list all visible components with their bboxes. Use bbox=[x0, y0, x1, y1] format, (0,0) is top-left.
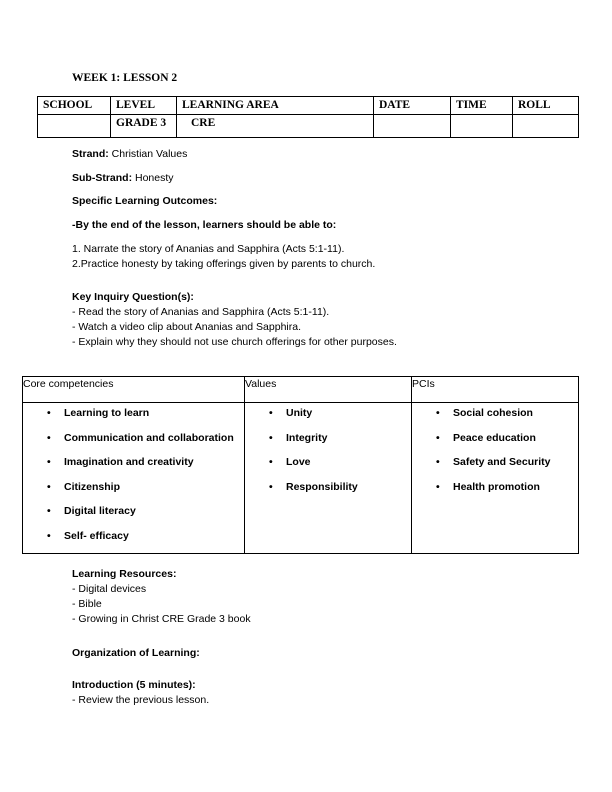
inquiry-item: - Watch a video clip about Ananias and Sapphira. bbox=[72, 321, 302, 333]
list-item: • Learning to learn bbox=[23, 406, 244, 431]
list-item: • Communication and collaboration bbox=[23, 431, 244, 456]
col-level: LEVEL bbox=[111, 97, 177, 115]
inquiry-item: - Read the story of Ananias and Sapphira (Acts 5:1-11). bbox=[72, 306, 330, 318]
core-competencies-cell bbox=[23, 403, 245, 554]
col-roll: ROLL bbox=[513, 97, 579, 115]
list-item: • Digital literacy bbox=[23, 504, 244, 529]
sub-strand-line bbox=[72, 171, 174, 186]
pcis-list bbox=[412, 403, 578, 504]
learning-area-value: CRE bbox=[177, 115, 374, 138]
resources-list bbox=[72, 582, 251, 627]
list-item: • Love bbox=[245, 455, 411, 480]
strand-value: Christian Values bbox=[108, 148, 188, 160]
resources-heading: Learning Resources: bbox=[72, 568, 177, 580]
lesson-header-table bbox=[37, 96, 579, 138]
values-cell bbox=[245, 403, 412, 554]
sub-strand-value: Honesty bbox=[132, 172, 174, 184]
list-item: • Safety and Security bbox=[412, 455, 578, 480]
values-header: Values bbox=[245, 377, 412, 403]
competencies-body-row bbox=[23, 403, 579, 554]
core-competencies-header: Core competencies bbox=[23, 377, 245, 403]
pcis-header: PCIs bbox=[412, 377, 579, 403]
core-competencies-list bbox=[23, 403, 244, 553]
col-school: SCHOOL bbox=[38, 97, 111, 115]
inquiry-item: - Explain why they should not use church offerings for other purposes. bbox=[72, 336, 397, 348]
resource-item: - Digital devices bbox=[72, 583, 147, 595]
list-item: • Integrity bbox=[245, 431, 411, 456]
introduction-heading: Introduction (5 minutes): bbox=[72, 679, 196, 691]
list-item: • Health promotion bbox=[412, 480, 578, 505]
strand-label: Strand: bbox=[72, 148, 109, 160]
lesson-heading: WEEK 1: LESSON 2 bbox=[72, 72, 178, 84]
introduction-list bbox=[72, 693, 209, 708]
list-item: • Unity bbox=[245, 406, 411, 431]
resource-item: - Bible bbox=[72, 598, 102, 610]
header-values-row bbox=[38, 115, 579, 138]
roll-value bbox=[513, 115, 579, 138]
resource-item: - Growing in Christ CRE Grade 3 book bbox=[72, 613, 251, 625]
list-item: • Citizenship bbox=[23, 480, 244, 505]
col-date: DATE bbox=[374, 97, 451, 115]
col-learning-area: LEARNING AREA bbox=[177, 97, 374, 115]
sub-strand-label: Sub-Strand: bbox=[72, 172, 133, 184]
list-item: • Responsibility bbox=[245, 480, 411, 505]
outcomes-intro: -By the end of the lesson, learners should be able to: bbox=[72, 219, 337, 231]
introduction-item: - Review the previous lesson. bbox=[72, 694, 210, 706]
pcis-cell bbox=[412, 403, 579, 554]
outcome-item: 2.Practice honesty by taking offerings given by parents to church. bbox=[72, 258, 376, 270]
date-value bbox=[374, 115, 451, 138]
header-row bbox=[38, 97, 579, 115]
school-value bbox=[38, 115, 111, 138]
list-item: • Imagination and creativity bbox=[23, 455, 244, 480]
organization-heading: Organization of Learning: bbox=[72, 647, 200, 659]
competencies-table bbox=[22, 376, 579, 554]
inquiry-heading: Key Inquiry Question(s): bbox=[72, 291, 194, 303]
outcomes-heading: Specific Learning Outcomes: bbox=[72, 195, 218, 207]
inquiry-list bbox=[72, 305, 397, 350]
strand-line bbox=[72, 147, 187, 162]
time-value bbox=[451, 115, 513, 138]
level-value: GRADE 3 bbox=[111, 115, 177, 138]
list-item: • Peace education bbox=[412, 431, 578, 456]
values-list bbox=[245, 403, 411, 504]
outcomes-list bbox=[72, 242, 375, 272]
col-time: TIME bbox=[451, 97, 513, 115]
list-item: • Self- efficacy bbox=[23, 529, 244, 554]
outcome-item: 1. Narrate the story of Ananias and Sapphira (Acts 5:1-11). bbox=[72, 243, 345, 255]
list-item: • Social cohesion bbox=[412, 406, 578, 431]
competencies-header-row bbox=[23, 377, 579, 403]
